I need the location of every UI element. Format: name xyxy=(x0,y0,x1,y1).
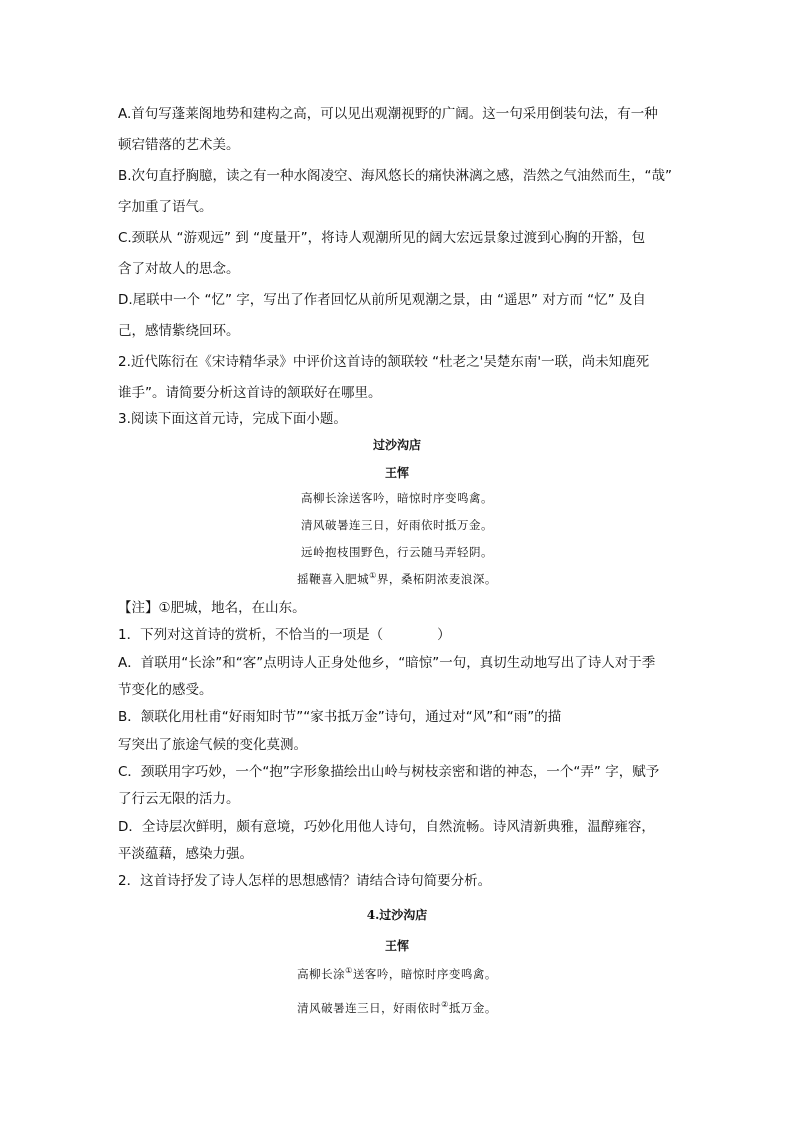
option-d-line2: 己，感情紫绕回环。 xyxy=(118,323,240,339)
footnote-marker: ① xyxy=(369,571,377,581)
poem2-title: 4.过沙沟店 xyxy=(366,908,428,922)
poem2-line-2 xyxy=(0,1000,794,1016)
sub1-option-a-line1: A．首联用“长涂”和“客”点明诗人正身处他乡，“暗惊”一句，真切生动地写出了诗人对于季 xyxy=(118,655,656,671)
sub1-option-d-line1: D．全诗层次鲜明，颇有意境，巧妙化用他人诗句，自然流畅。诗风清新典雅，温醇雍容， xyxy=(118,819,655,835)
option-c-line1: C.颈联从 “游观远” 到 “度量开”，将诗人观潮所见的阔大宏远景象过渡到心胸的开豁，包 xyxy=(118,230,646,246)
sub1-option-b-line1: B．颔联化用杜甫“好雨知时节”“家书抵万金”诗句，通过对“风”和“雨”的描 xyxy=(118,709,562,725)
sub1-option-b-line2: 写突出了旅途气候的变化莫测。 xyxy=(118,737,307,753)
sub-question-2: 2．这首诗抒发了诗人怎样的思想感情？请结合诗句简要分析。 xyxy=(118,873,492,889)
option-a-line1: A.首句写蓬莱阁地势和建构之高，可以见出观潮视野的广阔。这一句采用倒装句法，有一种 xyxy=(118,106,658,122)
poem-note: 【注】①肥城，地名，在山东。 xyxy=(118,600,306,616)
option-c-line2: 含了对故人的思念。 xyxy=(118,261,240,277)
poem-title: 过沙沟店 xyxy=(372,438,421,452)
footnote-marker-1: ① xyxy=(345,966,353,976)
poem2-author: 王恽 xyxy=(384,939,409,953)
poem-line-3: 远岭抱枝围野色，行云随马弄轻阴。 xyxy=(301,545,493,559)
poem-line-4-end: 界，桑柘阴浓麦浪深。 xyxy=(376,572,497,586)
poem2-line-1-end: 送客吟，暗惊时序变鸣禽。 xyxy=(352,967,497,981)
question-3-intro: 3.阅读下面这首元诗，完成下面小题。 xyxy=(118,411,347,427)
option-b-line2: 字加重了语气。 xyxy=(118,199,213,215)
poem2-line-1-start: 高柳长涂 xyxy=(297,967,346,981)
option-a-line2: 顿宕错落的艺术美。 xyxy=(118,137,240,153)
question-2-line1: 2.近代陈衍在《宋诗精华录》中评价这首诗的颔联较 “杜老之'吴楚东南'一联，尚未知鹿死 xyxy=(118,354,650,370)
sub-question-1: 1．下列对这首诗的赏析，不恰当的一项是（ ） xyxy=(118,627,451,643)
sub1-option-a-line2: 节变化的感受。 xyxy=(118,682,213,698)
sub1-option-c-line1: C．颈联用字巧妙，一个“抱”字形象描绘出山岭与树枝亲密和谐的神态，一个“弄” 字，赋予 xyxy=(118,764,660,780)
poem2-line-2-start: 清风破暑连三日，好雨依时 xyxy=(297,1001,442,1015)
question-2-line2: 谁手”。请简要分析这首诗的颔联好在哪里。 xyxy=(118,385,382,401)
option-b-line1: B.次句直抒胸臆，读之有一种水阁凌空、海风悠长的痛快淋漓之感，浩然之气油然而生，“哉” xyxy=(118,168,673,184)
option-d-line1: D.尾联中一个 “忆” 字，写出了作者回忆从前所见观潮之景，由 “遥思” 对方而 “忆” 及自 xyxy=(118,292,646,308)
poem-author: 王恽 xyxy=(384,466,409,480)
sub1-option-c-line2: 了行云无限的活力。 xyxy=(118,791,240,807)
poem2-line-1 xyxy=(0,966,794,982)
poem2-line-2-end: 抵万金。 xyxy=(448,1001,497,1015)
poem-line-4-start: 摇鞭喜入肥城 xyxy=(297,572,370,586)
poem-line-4 xyxy=(0,571,794,587)
poem-line-2: 清风破暑连三日，好雨依时抵万金。 xyxy=(301,518,493,532)
poem-line-1: 高柳长涂送客吟，暗惊时序变鸣禽。 xyxy=(301,491,493,505)
footnote-marker-2: ② xyxy=(441,1000,449,1010)
sub1-option-d-line2: 平淡蕴藉，感染力强。 xyxy=(118,846,253,862)
